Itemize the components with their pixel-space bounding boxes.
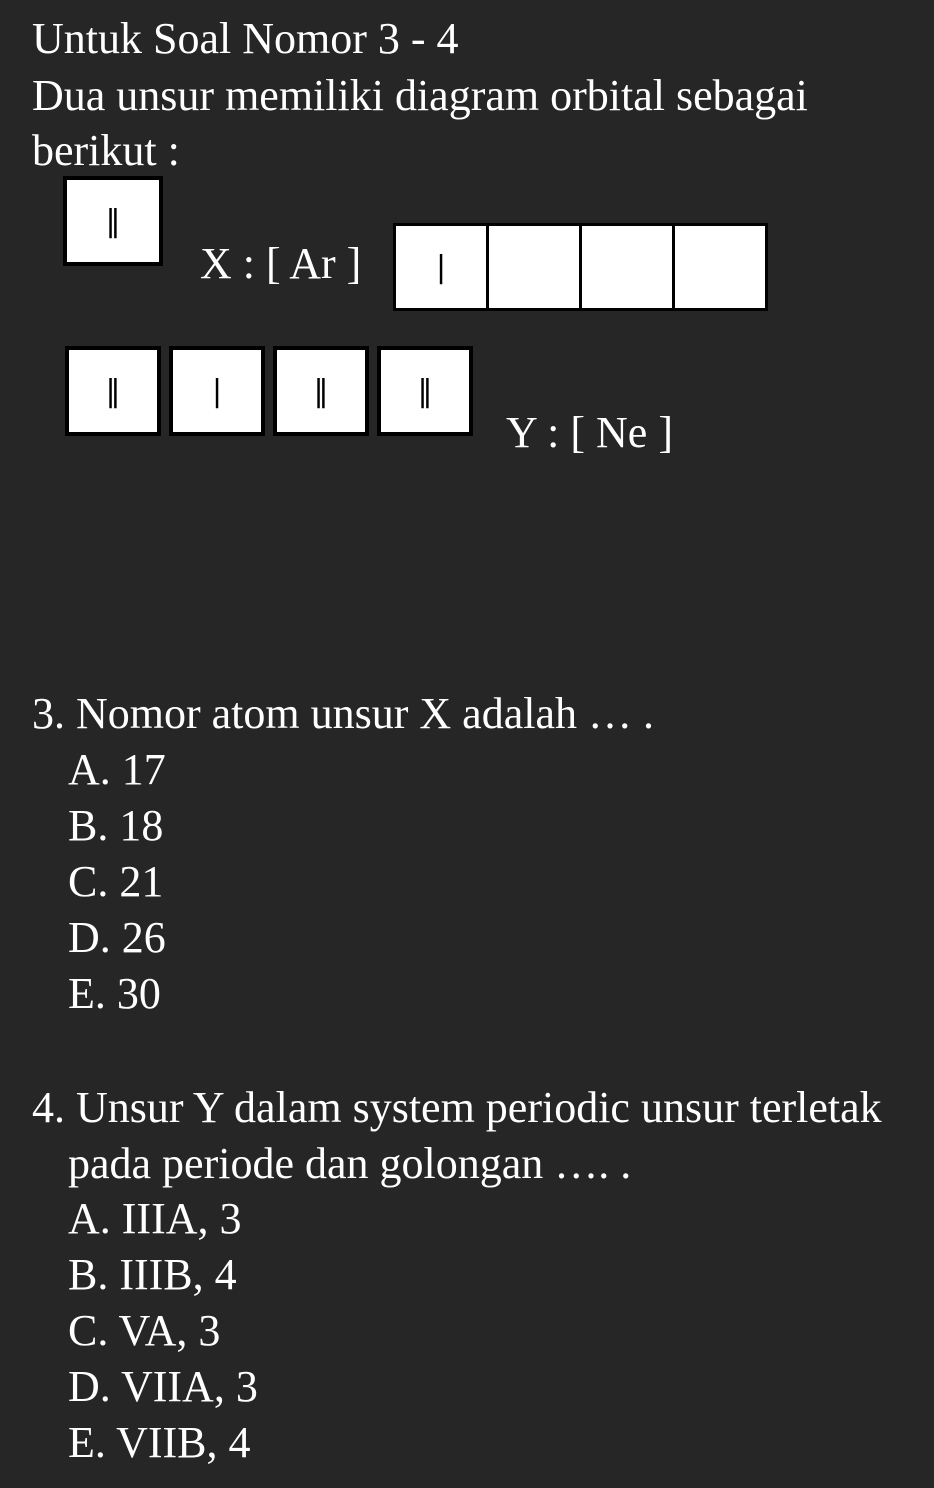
question-3-option-d[interactable]: D. 26 bbox=[68, 913, 166, 962]
intro-text-line-2: berikut : bbox=[32, 126, 180, 175]
question-4-option-e[interactable]: E. VIIB, 4 bbox=[68, 1418, 251, 1467]
question-4-option-b[interactable]: B. IIIB, 4 bbox=[68, 1250, 237, 1299]
orbital-box-x-d-1: | bbox=[396, 226, 486, 308]
orbital-group-x-d bbox=[393, 223, 768, 311]
orbital-box-y-1: ‖ bbox=[65, 346, 161, 436]
question-4-option-c[interactable]: C. VA, 3 bbox=[68, 1306, 221, 1355]
question-4-stem-line-2: pada periode dan golongan …. . bbox=[68, 1139, 632, 1188]
orbital-group-y bbox=[62, 343, 476, 439]
question-4-stem-line-1: 4. Unsur Y dalam system periodic unsur terletak bbox=[32, 1083, 882, 1132]
orbital-box-y-2: | bbox=[169, 346, 265, 436]
orbital-box-x-d-2 bbox=[489, 226, 579, 308]
question-4-option-a[interactable]: A. IIIA, 3 bbox=[68, 1194, 242, 1243]
intro-text-line-1: Dua unsur memiliki diagram orbital sebagai bbox=[32, 71, 808, 120]
orbital-box-x-s: ‖ bbox=[63, 176, 163, 266]
element-x-config-label: X : [ Ar ] bbox=[200, 239, 362, 288]
question-3-option-a[interactable]: A. 17 bbox=[68, 745, 166, 794]
orbital-box-x-d-4 bbox=[675, 226, 765, 308]
question-set-title: Untuk Soal Nomor 3 - 4 bbox=[32, 14, 459, 63]
question-3-option-b[interactable]: B. 18 bbox=[68, 801, 164, 850]
orbital-box-y-3: ‖ bbox=[273, 346, 369, 436]
question-3-stem: 3. Nomor atom unsur X adalah … . bbox=[32, 689, 654, 738]
question-3-option-e[interactable]: E. 30 bbox=[68, 969, 161, 1018]
element-y-config-label: Y : [ Ne ] bbox=[506, 408, 673, 457]
question-4-option-d[interactable]: D. VIIA, 3 bbox=[68, 1362, 258, 1411]
orbital-box-x-d-3 bbox=[582, 226, 672, 308]
question-3-option-c[interactable]: C. 21 bbox=[68, 857, 164, 906]
orbital-box-y-4: ‖ bbox=[377, 346, 473, 436]
